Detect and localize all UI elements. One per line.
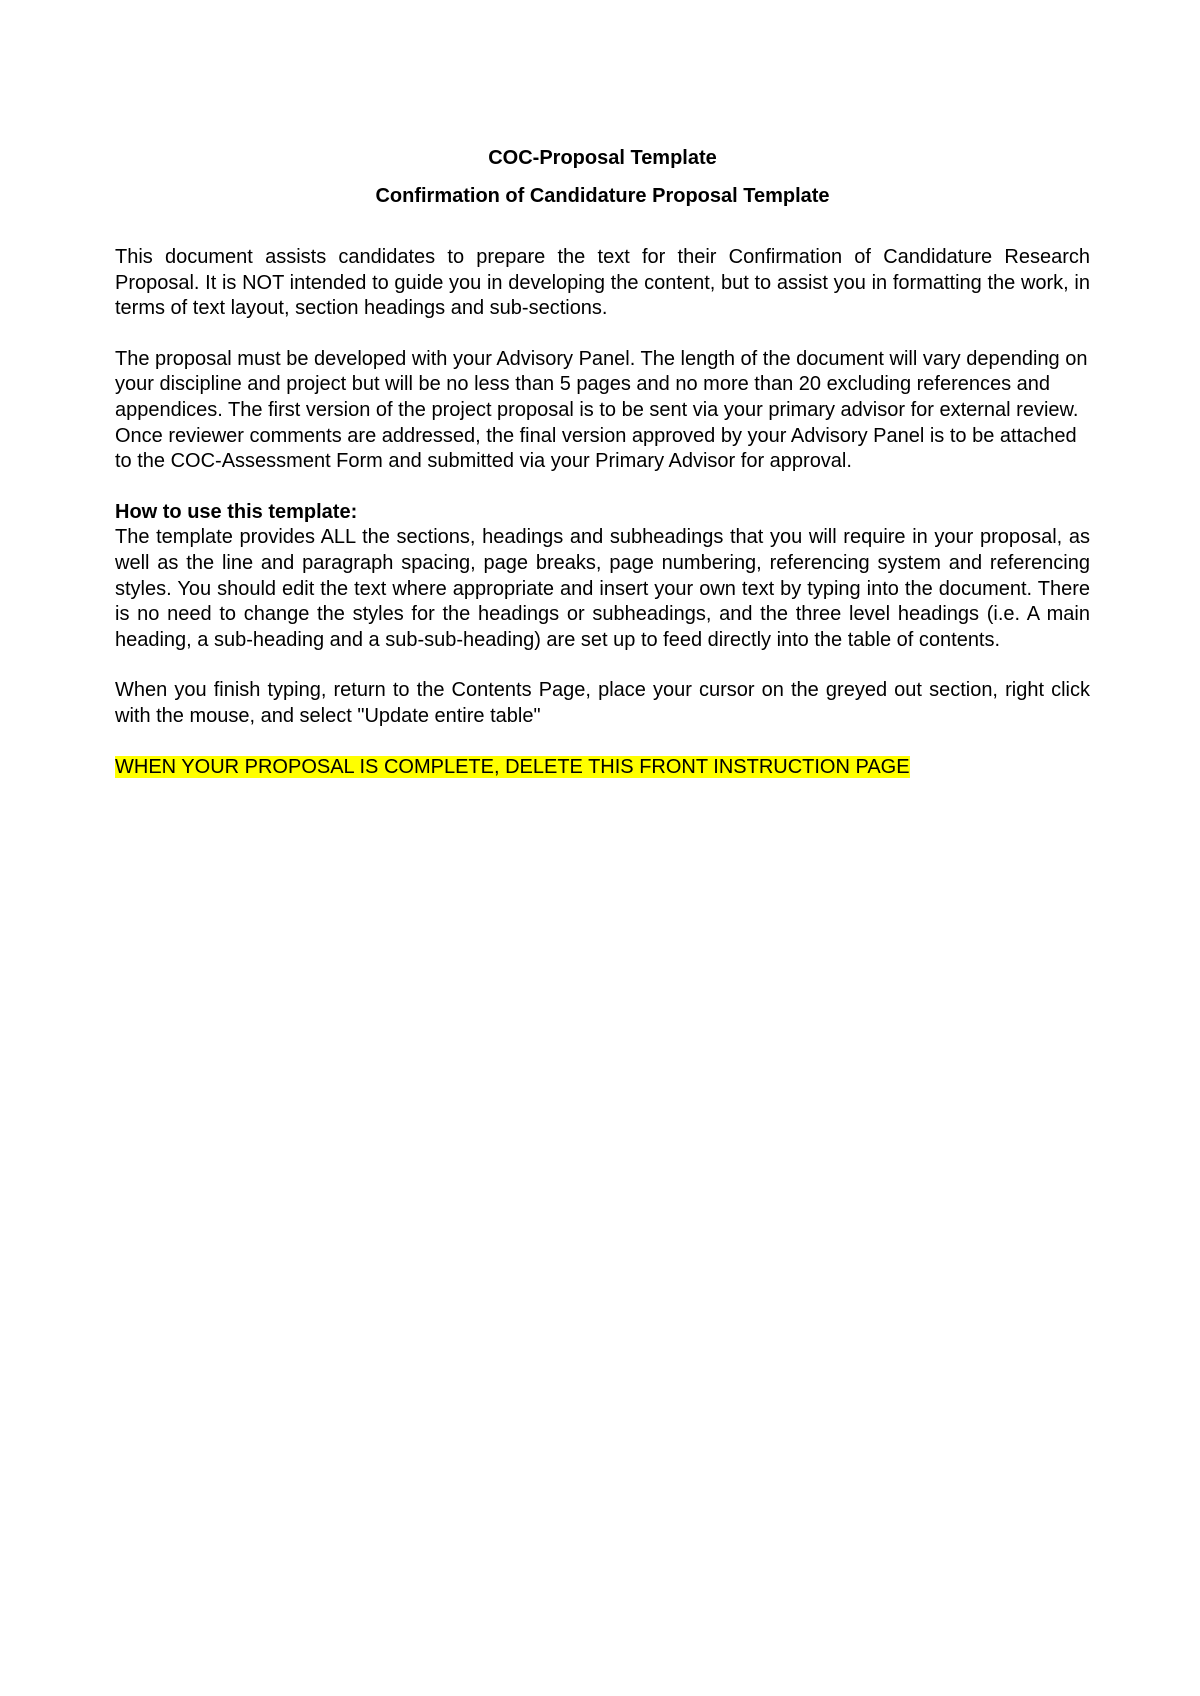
how-to-use-heading: How to use this template: (115, 500, 358, 523)
document-subtitle: Confirmation of Candidature Proposal Template (375, 185, 830, 207)
finish-paragraph: When you finish typing, return to the Contents Page, place your cursor on the greyed out section, right click with the mouse, and select "Update entire table" (115, 679, 1090, 727)
warning-highlight: WHEN YOUR PROPOSAL IS COMPLETE, DELETE THIS FRONT INSTRUCTION PAGE (115, 755, 910, 778)
how-to-use-paragraph: The template provides ALL the sections, headings and subheadings that you will require in your proposal, as well as the line and paragraph spacing, page breaks, page numbering, referencing system and referencing styles. You should edit the text where appropriate and insert your own text by typing into the document. There is no need to change the styles for the headings or subheadings, and the three level headings (i.e. A main heading, a sub-heading and a sub-sub-heading) are set up to feed directly into the table of contents. (115, 526, 1090, 651)
advisory-paragraph: The proposal must be developed with your Advisory Panel. The length of the document will vary depending on your discipline and project but will be no less than 5 pages and no more than 20 excluding references and appendices. The first version of the project proposal is to be sent via your primary advisor for external review. Once reviewer comments are addressed, the final version approved by your Advisory Panel is to be attached to the COC-Assessment Form and submitted via your Primary Advisor for approval. (115, 347, 1088, 473)
document-title: COC-Proposal Template (488, 147, 717, 169)
intro-paragraph: This document assists candidates to prepare the text for their Confirmation of Candidature Research Proposal. It is NOT intended to guide you in developing the content, but to assist you in formatting the work, in terms of text layout, section headings and sub-sections. (115, 246, 1090, 320)
page-content (115, 145, 1090, 780)
warning-line (115, 755, 1090, 781)
